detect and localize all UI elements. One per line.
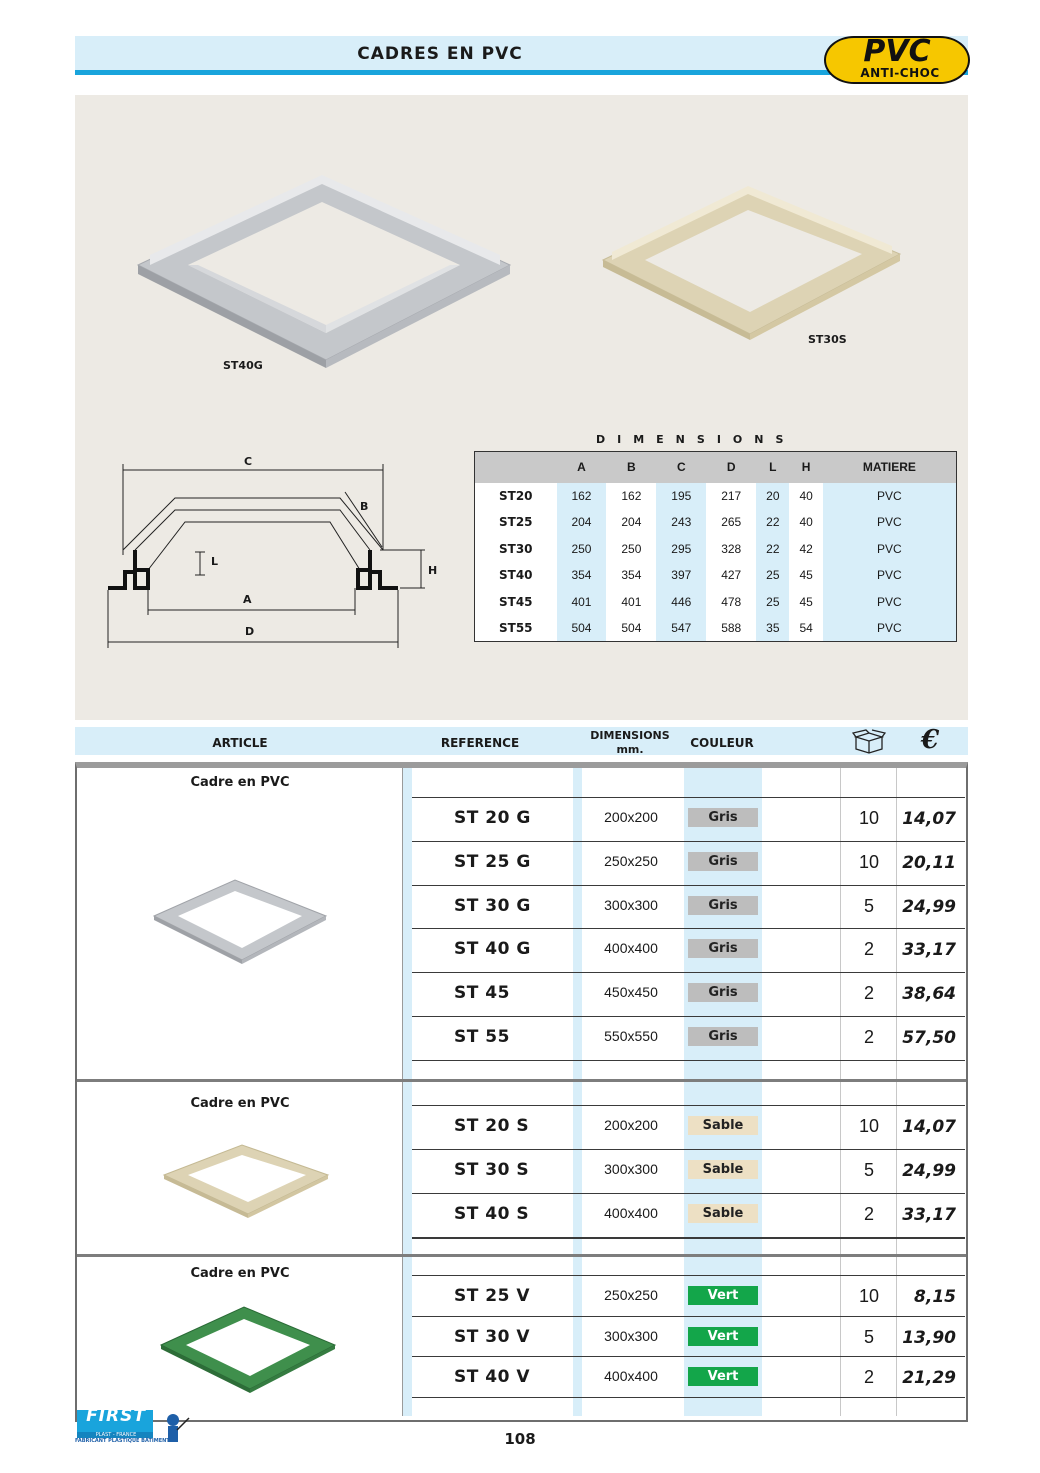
row-rule (412, 797, 965, 798)
pack-quantity: 10 (858, 851, 880, 872)
dimensions-cell: 354 (621, 568, 642, 583)
dimensions-cell: 54 (799, 621, 813, 635)
article-dimensions: 550x550 (604, 1028, 658, 1044)
dimensions-header-a: A (557, 452, 607, 483)
dimensions-cell: 328 (721, 541, 742, 556)
dimensions-cell: 162 (557, 483, 607, 510)
row-rule (412, 1237, 965, 1238)
dimensions-cell: 250 (621, 541, 642, 556)
article-dimensions: 300x300 (604, 896, 658, 913)
unit-price: 57,50 (902, 1028, 956, 1048)
dimensions-cell: 446 (656, 589, 706, 616)
dimensions-cell: 162 (621, 488, 642, 503)
dimensions-row-ref: ST40 (498, 568, 533, 583)
dimensions-cell: 243 (656, 509, 706, 536)
dimensions-cell: 204 (621, 515, 642, 530)
color-badge: Vert (688, 1367, 758, 1386)
row-rule (412, 885, 965, 886)
row-rule (412, 1193, 965, 1194)
dimensions-cell: 265 (721, 515, 742, 530)
pack-quantity: 5 (863, 895, 874, 916)
dimensions-header-b: B (606, 452, 656, 483)
pack-quantity: 2 (863, 939, 874, 960)
dimensions-cell: 250 (557, 536, 607, 563)
stripe-reference-column (403, 768, 412, 1416)
sand-frame-thumbnail (160, 1142, 332, 1218)
dimensions-header-h: H (789, 452, 822, 483)
dimensions-row (475, 483, 957, 510)
dimensions-cell: 295 (656, 536, 706, 563)
pack-quantity: 2 (863, 1027, 874, 1047)
article-reference: ST 55 (454, 1027, 510, 1047)
stripe-reference-column-right (573, 768, 582, 1416)
row-rule (412, 1356, 965, 1357)
dimensions-cell: 504 (557, 615, 607, 642)
article-reference: ST 45 (454, 983, 510, 1004)
dimensions-cell: 195 (656, 483, 706, 510)
article-dimensions: 200x200 (604, 809, 658, 825)
diagram-label-c: C (244, 455, 253, 468)
article-dimensions: 250x250 (604, 852, 658, 869)
color-badge: Vert (688, 1327, 758, 1346)
dimensions-cell: 25 (756, 562, 789, 589)
row-rule (412, 972, 965, 973)
color-badge: Vert (688, 1286, 758, 1305)
dimensions-table (474, 451, 957, 642)
dimensions-cell: 45 (799, 594, 813, 609)
dimensions-cell: 401 (621, 594, 642, 609)
article-dimensions: 250x250 (604, 1287, 658, 1303)
dimensions-header-ref (475, 452, 557, 483)
dimensions-row (475, 589, 957, 616)
color-badge: Gris (688, 852, 758, 871)
logo-name: FIRST (86, 1406, 146, 1426)
dimensions-row (475, 536, 957, 563)
article-dimensions: 300x300 (604, 1161, 658, 1177)
unit-price: 14,07 (902, 1117, 956, 1137)
color-badge: Gris (688, 939, 758, 958)
diagram-label-b: B (360, 500, 369, 513)
dimensions-cell: 427 (721, 568, 742, 583)
dimensions-cell: 22 (756, 536, 789, 563)
group-separator (77, 1254, 966, 1257)
row-rule (412, 1105, 965, 1106)
unit-price: 20,11 (902, 852, 956, 873)
row-rule (412, 1316, 965, 1317)
dimensions-cell: 22 (756, 509, 789, 536)
color-badge: Sable (688, 1116, 758, 1135)
diagram-label-l: L (211, 555, 219, 568)
dimensions-cell: PVC (823, 509, 957, 536)
green-frame-thumbnail (158, 1303, 338, 1393)
euro-icon: € (920, 725, 940, 755)
dimensions-row (475, 615, 957, 642)
logo-tagline: FABRICANT PLASTIQUE BÂTIMENT (75, 1438, 170, 1444)
photo-label-right: ST30S (808, 333, 847, 346)
row-rule (412, 1060, 965, 1061)
color-badge: Gris (688, 808, 758, 827)
column-divider (402, 768, 403, 1416)
article-reference: ST 40 V (454, 1367, 530, 1387)
dimensions-cell: 40 (799, 488, 813, 503)
dimensions-header-c: C (656, 452, 706, 483)
pack-quantity: 2 (863, 1204, 874, 1224)
article-dimensions: 400x400 (604, 940, 658, 957)
listing-header-dimensions: DIMENSIONS (590, 729, 670, 742)
sand-frame-image (600, 182, 905, 342)
dimensions-cell: 204 (557, 509, 607, 536)
row-rule (412, 928, 965, 929)
article-dimensions: 300x300 (604, 1327, 658, 1344)
dimensions-cell: PVC (823, 615, 957, 642)
dimensions-cell: 20 (756, 483, 789, 510)
dimensions-row (475, 509, 957, 536)
color-badge: Sable (688, 1204, 758, 1223)
pack-quantity: 5 (863, 1160, 874, 1180)
article-reference: ST 40 G (454, 939, 531, 960)
pvc-badge-subtext: ANTI-CHOC (860, 66, 940, 80)
dimensions-row-ref: ST30 (498, 541, 533, 556)
dimensions-cell: PVC (823, 536, 957, 563)
dimensions-cell: PVC (823, 562, 957, 589)
dimensions-cell: PVC (823, 483, 957, 510)
pack-quantity: 2 (863, 1367, 874, 1387)
dimensions-row-ref: ST55 (498, 621, 533, 635)
dimensions-title: DIMENSIONS (596, 433, 796, 446)
page-number: 108 (504, 1430, 536, 1448)
unit-price: 33,17 (902, 940, 956, 961)
dimensions-row-ref: ST20 (498, 488, 533, 503)
listing-header-dimensions-unit: mm. (616, 743, 644, 756)
row-rule (412, 1275, 965, 1276)
group-label-gris: Cadre en PVC (190, 775, 290, 790)
dimensions-cell: 42 (799, 541, 813, 556)
dimensions-cell: 401 (557, 589, 607, 616)
row-rule (412, 1016, 965, 1017)
dimensions-cell: 35 (756, 615, 789, 642)
dimensions-header-row (475, 452, 957, 483)
color-badge: Gris (688, 896, 758, 915)
dimensions-cell: 504 (621, 621, 642, 635)
dimensions-cell: 40 (799, 515, 813, 530)
dimensions-cell: PVC (823, 589, 957, 616)
listing-header-couleur: COULEUR (690, 736, 754, 750)
unit-price: 24,99 (902, 896, 956, 917)
dimensions-row-ref: ST25 (498, 515, 533, 530)
dimensions-header-matiere: MATIERE (823, 452, 957, 483)
dimensions-row-ref: ST45 (498, 594, 533, 609)
unit-price: 21,29 (902, 1368, 956, 1388)
unit-price: 8,15 (914, 1287, 956, 1307)
color-badge: Gris (688, 1027, 758, 1046)
article-dimensions: 400x400 (604, 1205, 658, 1221)
row-rule (412, 1238, 965, 1239)
listing-header-reference: REFERENCE (440, 736, 520, 750)
article-reference: ST 30 G (454, 895, 531, 916)
unit-price: 33,17 (902, 1205, 956, 1225)
unit-price: 24,99 (902, 1161, 956, 1181)
article-reference: ST 40 S (454, 1204, 530, 1224)
article-dimensions: 200x200 (604, 1117, 658, 1133)
page-title: CADRES EN PVC (357, 44, 523, 64)
column-divider (896, 768, 897, 1416)
logo-sub: PLAST - FRANCE (95, 1432, 137, 1438)
dimensions-header-l: L (756, 452, 789, 483)
pack-quantity: 5 (863, 1326, 874, 1347)
dimensions-cell: 45 (799, 568, 813, 583)
group-label-sable: Cadre en PVC (190, 1096, 290, 1111)
listing-header-article: ARTICLE (212, 736, 268, 750)
row-rule (412, 1149, 965, 1150)
color-badge: Gris (688, 983, 758, 1002)
article-dimensions: 400x400 (604, 1368, 658, 1384)
dimensions-cell: 478 (721, 594, 742, 609)
pack-quantity: 10 (858, 1116, 880, 1136)
unit-price: 14,07 (902, 809, 956, 829)
profile-diagram (100, 450, 450, 655)
grey-frame-thumbnail (150, 876, 330, 964)
article-reference: ST 25 G (454, 851, 531, 872)
row-rule (412, 1397, 965, 1398)
pack-quantity: 2 (863, 983, 874, 1004)
diagram-label-d: D (245, 625, 255, 638)
article-dimensions: 450x450 (604, 984, 658, 1001)
dimensions-cell: 354 (557, 562, 607, 589)
pvc-badge-text: PVC (863, 34, 931, 69)
grey-frame-image (130, 170, 520, 380)
dimensions-cell: 547 (656, 615, 706, 642)
row-rule (412, 841, 965, 842)
dimensions-cell: 25 (756, 589, 789, 616)
article-reference: ST 20 G (454, 808, 531, 828)
group-label-vert: Cadre en PVC (190, 1266, 290, 1281)
group-separator (77, 1079, 966, 1082)
diagram-label-h: H (428, 564, 438, 577)
dimensions-row (475, 562, 957, 589)
article-reference: ST 30 V (454, 1326, 530, 1347)
unit-price: 13,90 (902, 1327, 956, 1348)
article-reference: ST 30 S (454, 1160, 530, 1180)
unit-price: 38,64 (902, 984, 956, 1005)
dimensions-cell: 588 (721, 621, 742, 635)
dimensions-cell: 397 (656, 562, 706, 589)
photo-label-left: ST40G (223, 359, 263, 372)
box-icon (852, 729, 886, 755)
pack-quantity: 10 (858, 1286, 880, 1306)
color-badge: Sable (688, 1160, 758, 1179)
pack-quantity: 10 (858, 808, 880, 828)
column-divider (840, 768, 841, 1416)
article-reference: ST 20 S (454, 1116, 530, 1136)
dimensions-header-d: D (706, 452, 756, 483)
diagram-label-a: A (243, 593, 252, 606)
dimensions-cell: 217 (721, 488, 742, 503)
article-reference: ST 25 V (454, 1286, 530, 1306)
